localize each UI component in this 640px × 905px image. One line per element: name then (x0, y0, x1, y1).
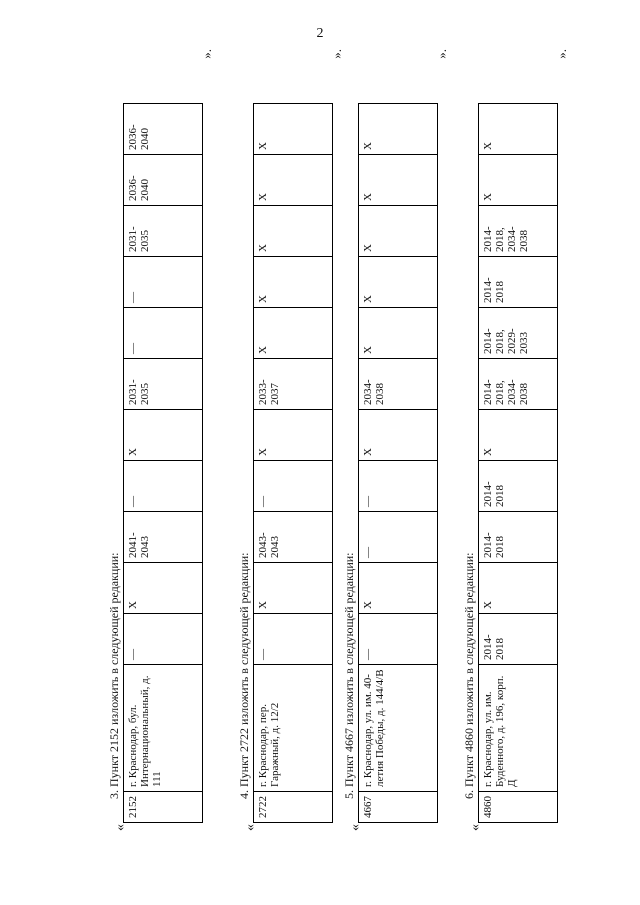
open-quote: « (468, 824, 483, 831)
table-cell: — (254, 461, 333, 512)
item-table (478, 103, 558, 823)
table-cell-number: 2722 (254, 792, 333, 823)
section-heading: 6. Пункт 4860 изложить в следующей редакции: (462, 552, 476, 799)
table-cell: — (359, 461, 438, 512)
close-quote: ». (329, 49, 344, 59)
table-cell: X (254, 257, 333, 308)
section-heading: 4. Пункт 2722 изложить в следующей редакции: (237, 552, 251, 799)
table-cell: 2031-2035 (124, 206, 203, 257)
table-cell: X (359, 257, 438, 308)
table-cell-address: г. Краснодар, ул. им. Буденного, д. 196, корп. Д (479, 665, 558, 792)
table-cell: 2014-2018 (479, 614, 558, 665)
section-2152 (105, 49, 214, 835)
table-cell: X (254, 155, 333, 206)
item-table (358, 103, 438, 823)
table-cell: — (124, 257, 203, 308)
table-cell: 2033-2037 (254, 359, 333, 410)
table-cell: 2043-2043 (254, 512, 333, 563)
table-cell-number: 2152 (124, 792, 203, 823)
table-cell: X (479, 155, 558, 206)
table-cell-address: г. Краснодар, пер. Гаражный, д. 12/2 (254, 665, 333, 792)
table-cell: X (359, 563, 438, 614)
table-cell: X (359, 206, 438, 257)
table-cell: X (359, 308, 438, 359)
table-cell-address: г. Краснодар, ул. им. 40-летия Победы, д. 144/4/В (359, 665, 438, 792)
table-cell: X (254, 104, 333, 155)
table-cell: — (124, 308, 203, 359)
open-quote: « (113, 824, 128, 831)
table-row (359, 104, 438, 823)
item-table (253, 103, 333, 823)
table-cell: 2014-2018, 2029-2033 (479, 308, 558, 359)
table-cell: — (359, 614, 438, 665)
close-quote: ». (554, 49, 569, 59)
table-row (124, 104, 203, 823)
table-cell: 2036-2040 (124, 155, 203, 206)
table-row (254, 104, 333, 823)
table-cell: 2031-2035 (124, 359, 203, 410)
rotated-content (105, 49, 625, 835)
close-quote: ». (199, 49, 214, 59)
table-cell-number: 4860 (479, 792, 558, 823)
close-quote: ». (434, 49, 449, 59)
section-4860 (460, 49, 569, 835)
table-cell: — (254, 614, 333, 665)
table-cell-address: г. Краснодар, бул. Интернациональный, д. 111 (124, 665, 203, 792)
table-cell: 2014-2018, 2034-2038 (479, 359, 558, 410)
table-cell: 2041-2043 (124, 512, 203, 563)
table-cell: X (359, 155, 438, 206)
table-row (479, 104, 558, 823)
table-cell: 2034-2038 (359, 359, 438, 410)
table-cell: 2014-2018 (479, 461, 558, 512)
table-cell: — (124, 461, 203, 512)
table-cell: X (479, 410, 558, 461)
table-cell: X (359, 410, 438, 461)
table-cell: 2014-2018, 2034-2038 (479, 206, 558, 257)
table-cell-number: 4667 (359, 792, 438, 823)
open-quote: « (348, 824, 363, 831)
table-cell: 2014-2018 (479, 257, 558, 308)
section-heading: 5. Пункт 4667 изложить в следующей редакции: (342, 552, 356, 799)
table-cell: — (359, 512, 438, 563)
table-cell: 2036-2040 (124, 104, 203, 155)
table-cell: X (124, 563, 203, 614)
table-cell: X (254, 410, 333, 461)
item-table (123, 103, 203, 823)
section-2722 (235, 49, 344, 835)
section-4667 (340, 49, 449, 835)
table-cell: 2014-2018 (479, 512, 558, 563)
table-cell: — (124, 614, 203, 665)
table-cell: X (479, 563, 558, 614)
table-cell: X (254, 308, 333, 359)
open-quote: « (243, 824, 258, 831)
table-cell: X (124, 410, 203, 461)
table-cell: X (254, 206, 333, 257)
section-heading: 3. Пункт 2152 изложить в следующей редакции: (107, 552, 121, 799)
page-number: 2 (316, 26, 324, 41)
table-cell: X (359, 104, 438, 155)
table-cell: X (254, 563, 333, 614)
table-cell: X (479, 104, 558, 155)
